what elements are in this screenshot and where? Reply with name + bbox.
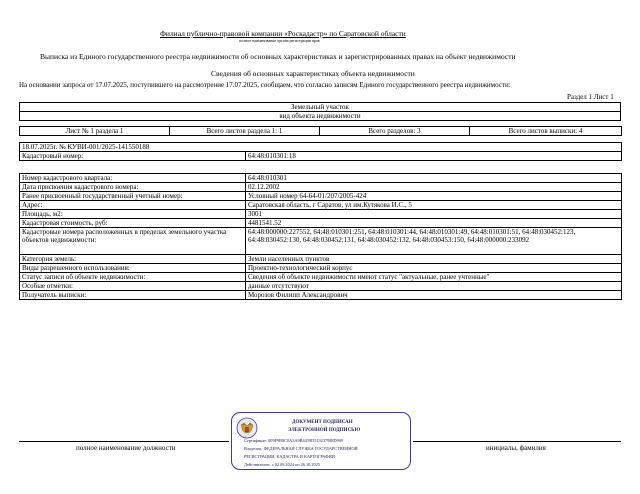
basis-text: На основании запроса от 17.07.2025, поступившего на рассмотрение 17.07.2025, сообщаем, что согласно записям Единого государственного реестра недвижимости: [19,81,511,89]
characteristics-table [19,173,622,300]
stamp-certificate: Сертификат: 009F9B8C0A3A9B4459D519237988D909 [244,438,344,443]
row-value: 64:48:000000:227552, 64:48:010301:251, 64:48:010301:44, 64:48:010301:49, 64:48:010301:51, 64:48:030452:123, 64:48:030452:130, 64:48:030452:131, 64:48:030452:132, 64:48:030453:150, 64:48:000000:233092 [246,228,622,255]
row-label: Ранее присвоенный государственный учетный номер: [20,192,246,201]
table-row [20,282,622,291]
position-caption: полное наименование должности [76,444,176,452]
row-value: 3001 [246,210,622,219]
table-row [20,264,622,273]
row-value: 64:48:010301 [246,174,622,183]
row-value: Саратовская область, г Саратов, ул им.Кутякова И.С., 5 [246,201,622,210]
sheet-number: Лист № 1 раздела 1 [20,127,170,136]
table-row [20,255,622,264]
stamp-line1: ДОКУМЕНТ ПОДПИСАН [292,420,353,425]
row-value: данные отсутствуют [246,282,622,291]
row-label: Виды разрешенного использования: [20,264,246,273]
row-label: Кадастровая стоимость, руб: [20,219,246,228]
stamp-validity: Действителен: с 02.08.2024 по 26.10.2025 [244,462,320,467]
table-row [20,273,622,282]
cadastral-number-label: Кадастровый номер: [20,152,246,161]
table-row [20,228,622,255]
doc-date-number: 18.07.2025г. № КУВИ-001/2025-141550188 [20,143,622,152]
coat-of-arms-icon [236,417,258,439]
table-row [20,174,622,183]
table-row [20,291,622,300]
table-row [20,201,622,210]
table-row [20,192,622,201]
row-label: Категория земель: [20,255,246,264]
table-row [20,183,622,192]
section-title: Сведения об основных характеристиках объекта недвижимости [211,69,415,78]
electronic-signature-stamp [231,412,411,470]
row-value: Морозов Филипп Александрович [246,291,622,300]
row-label: Получатель выписки: [20,291,246,300]
row-label: Особые отметки: [20,282,246,291]
row-value: 02.12.2002 [246,183,622,192]
stamp-owner-cont: РЕГИСТРАЦИИ, КАДАСТРА И КАРТОГРАФИИ [244,454,335,459]
name-signature-line [413,441,621,442]
branch-caption: полное наименование органа регистрации прав [239,38,320,43]
table-row [20,210,622,219]
branch-name: Филиал публично-правовой компании «Роскадастр» по Саратовской области [160,29,406,38]
object-type-caption: вид объекта недвижимости [20,112,621,121]
stamp-line2: ЭЛЕКТРОННОЙ ПОДПИСЬЮ [288,428,361,433]
extract-title: Выписка из Единого государственного реестра недвижимости об основных характеристиках и зарегистрированных правах на объект недвижимости [40,52,516,61]
object-type-table [19,102,621,121]
position-signature-line [19,441,229,442]
sheets-total: Всего листов выписки: 4 [470,127,622,136]
table-row [20,219,622,228]
section-sheet-label: Раздел 1 Лист 1 [567,93,614,101]
row-value: 4481541.52 [246,219,622,228]
row-value: Сведения об объекте недвижимости имеют статус "актуальные, ранее учтенные" [246,273,622,282]
sheets-in-section: Всего листов раздела 1: 1 [170,127,320,136]
row-label: Дата присвоения кадастрового номера: [20,183,246,192]
name-caption: инициалы, фамилия [486,444,546,452]
row-label: Кадастровые номера расположенных в пределах земельного участка объектов недвижимости: [20,228,246,255]
row-label: Номер кадастрового квартала: [20,174,246,183]
sections-total: Всего разделов: 3 [320,127,470,136]
row-label: Площадь, м2: [20,210,246,219]
row-value: Земли населенных пунктов [246,255,622,264]
sheet-info-table [19,126,622,136]
doc-id-table [19,142,622,161]
row-label: Статус записи об объекте недвижимости: [20,273,246,282]
row-value: Проектно-технологический корпус [246,264,622,273]
stamp-owner: Владелец: ФЕДЕРАЛЬНАЯ СЛУЖБА ГОСУДАРСТВЕННОЙ [244,446,358,451]
row-value: Условный номер 64-64-01/207/2005-424 [246,192,622,201]
row-label: Адрес: [20,201,246,210]
cadastral-number-value: 64:48:010301:18 [246,152,622,161]
object-type: Земельный участок [20,103,621,112]
